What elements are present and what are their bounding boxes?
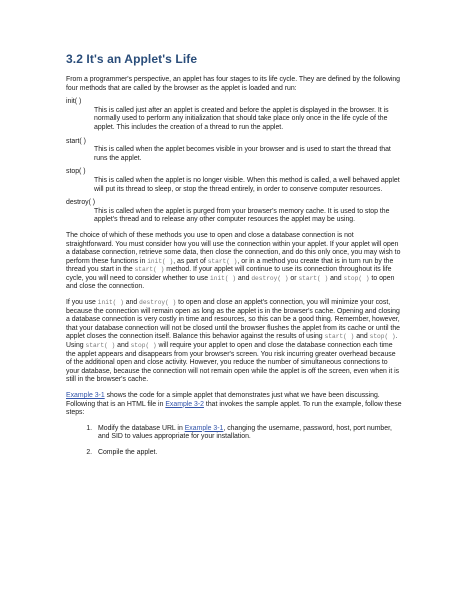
method-term-init: init( ) [66,98,82,106]
code-init: init( ) [97,299,124,307]
text-run: and [115,342,131,350]
example-3-1-link[interactable]: Example 3-1 [184,424,224,432]
text-run: that invokes the sample applet. To run the example, follow these steps: [66,400,402,417]
paragraph-connection-choice [66,232,402,292]
text-run: . Using [66,333,398,350]
text-run: , as part of [173,257,208,265]
method-term-start: start( ) [66,137,86,145]
text-run: and [123,299,140,307]
code-stop: stop( ) [343,274,370,282]
example-3-1-link[interactable]: Example 3-1 [66,392,105,399]
text-run: Compile the applet. [98,448,158,456]
text-run: , or in a method you create that is in turn run by the thread you start in the [66,257,394,274]
paragraph-example-intro [66,392,402,418]
text-run: and [236,274,252,282]
text-run: , changing the username, password, host, port number, and SID to values appropriate for your installation. [98,424,392,441]
section-heading: 3.2 It's an Applet's Life [66,52,198,66]
text-run: to open and close an applet's connection, you will minimize your cost, because the connection will remain open as long as the applet is in the browser's cache. Opening and closing a database connection is very costly in time and resources, so this can be a good thing. Remember, however, that your database connection will not be closed until the browser flushes the applet from its cache or until the applet closes the connection itself. Balance this behavior against the results of using [66,299,401,341]
example-3-2-link[interactable]: Example 3-2 [165,400,205,408]
method-term-stop: stop( ) [66,168,86,176]
method-desc-stop: This is called when the applet is no longer visible. When this method is called, a well behaved applet will put its thread to sleep, or stop the thread entirely, in order to conserve computer resources. [94,176,400,193]
method-desc-destroy: This is called when the applet is purged from your browser's memory cache. It is used to stop the applet's thread and to release any other computer resources the applet may be using. [94,207,390,224]
text-run: and [328,274,344,282]
code-stop: stop( ) [130,342,157,350]
text-run: The choice of which of these methods you use to open and close a database connection is not straightforward. You must consider how you will use the connection within your applet. If your applet will open a database connection, retrieve some data, then close the connection, and do this only once, you may wish to perform these functions in [66,231,401,265]
code-start: start( ) [324,333,355,341]
text-run: and [354,333,370,341]
text-run: to open and close the connection. [66,274,395,291]
paragraph-connection-cost [66,299,402,385]
code-stop: stop( ) [369,333,396,341]
text-run: or [288,274,299,282]
text-run: method. If your applet will continue to use its connection throughout its life cycle, you will need to consider whether to use [66,266,392,282]
code-init: init( ) [210,274,237,282]
method-desc-init: This is called just after an applet is created and before the applet is displayed in the browser. It is normally used to perform any initialization that should take place only once in the life cycle of the applet. This includes the creation of a thread to run the applet. [94,106,389,131]
code-start: start( ) [85,342,116,350]
code-start: start( ) [134,266,165,274]
intro-paragraph: From a programmer's perspective, an applet has four stages to its life cycle. They are defined by the following four methods that are called by the browser as the applet is loaded and run: [66,76,401,92]
list-item [94,425,402,442]
code-init: init( ) [147,257,174,265]
text-run: If you use [66,299,98,307]
text-run: shows the code for a simple applet that demonstrates just what we have been discussing. Following that is an HTML file in [66,392,380,408]
text-run: Modify the database URL in [98,424,185,432]
text-run: will require your applet to open and close the database connection each time the applet appears and disappears from your browser's screen. You risk incurring greater overhead because of the additional open and close activity. However, you reduce the number of simultaneous connections to your database, because the connection will not remain open while the applet is off the screen, even when it is still in the browser's cache. [66,342,400,384]
steps-list [66,425,402,458]
code-start: start( ) [207,257,238,265]
method-desc-start: This is called when the applet becomes visible in your browser and is used to start the thread that runs the applet. [94,146,391,162]
code-destroy: destroy( ) [251,274,289,282]
list-item [94,449,402,458]
code-start: start( ) [298,274,329,282]
code-destroy: destroy( ) [139,299,177,307]
document-page [66,52,402,458]
method-term-destroy: destroy( ) [66,199,96,207]
